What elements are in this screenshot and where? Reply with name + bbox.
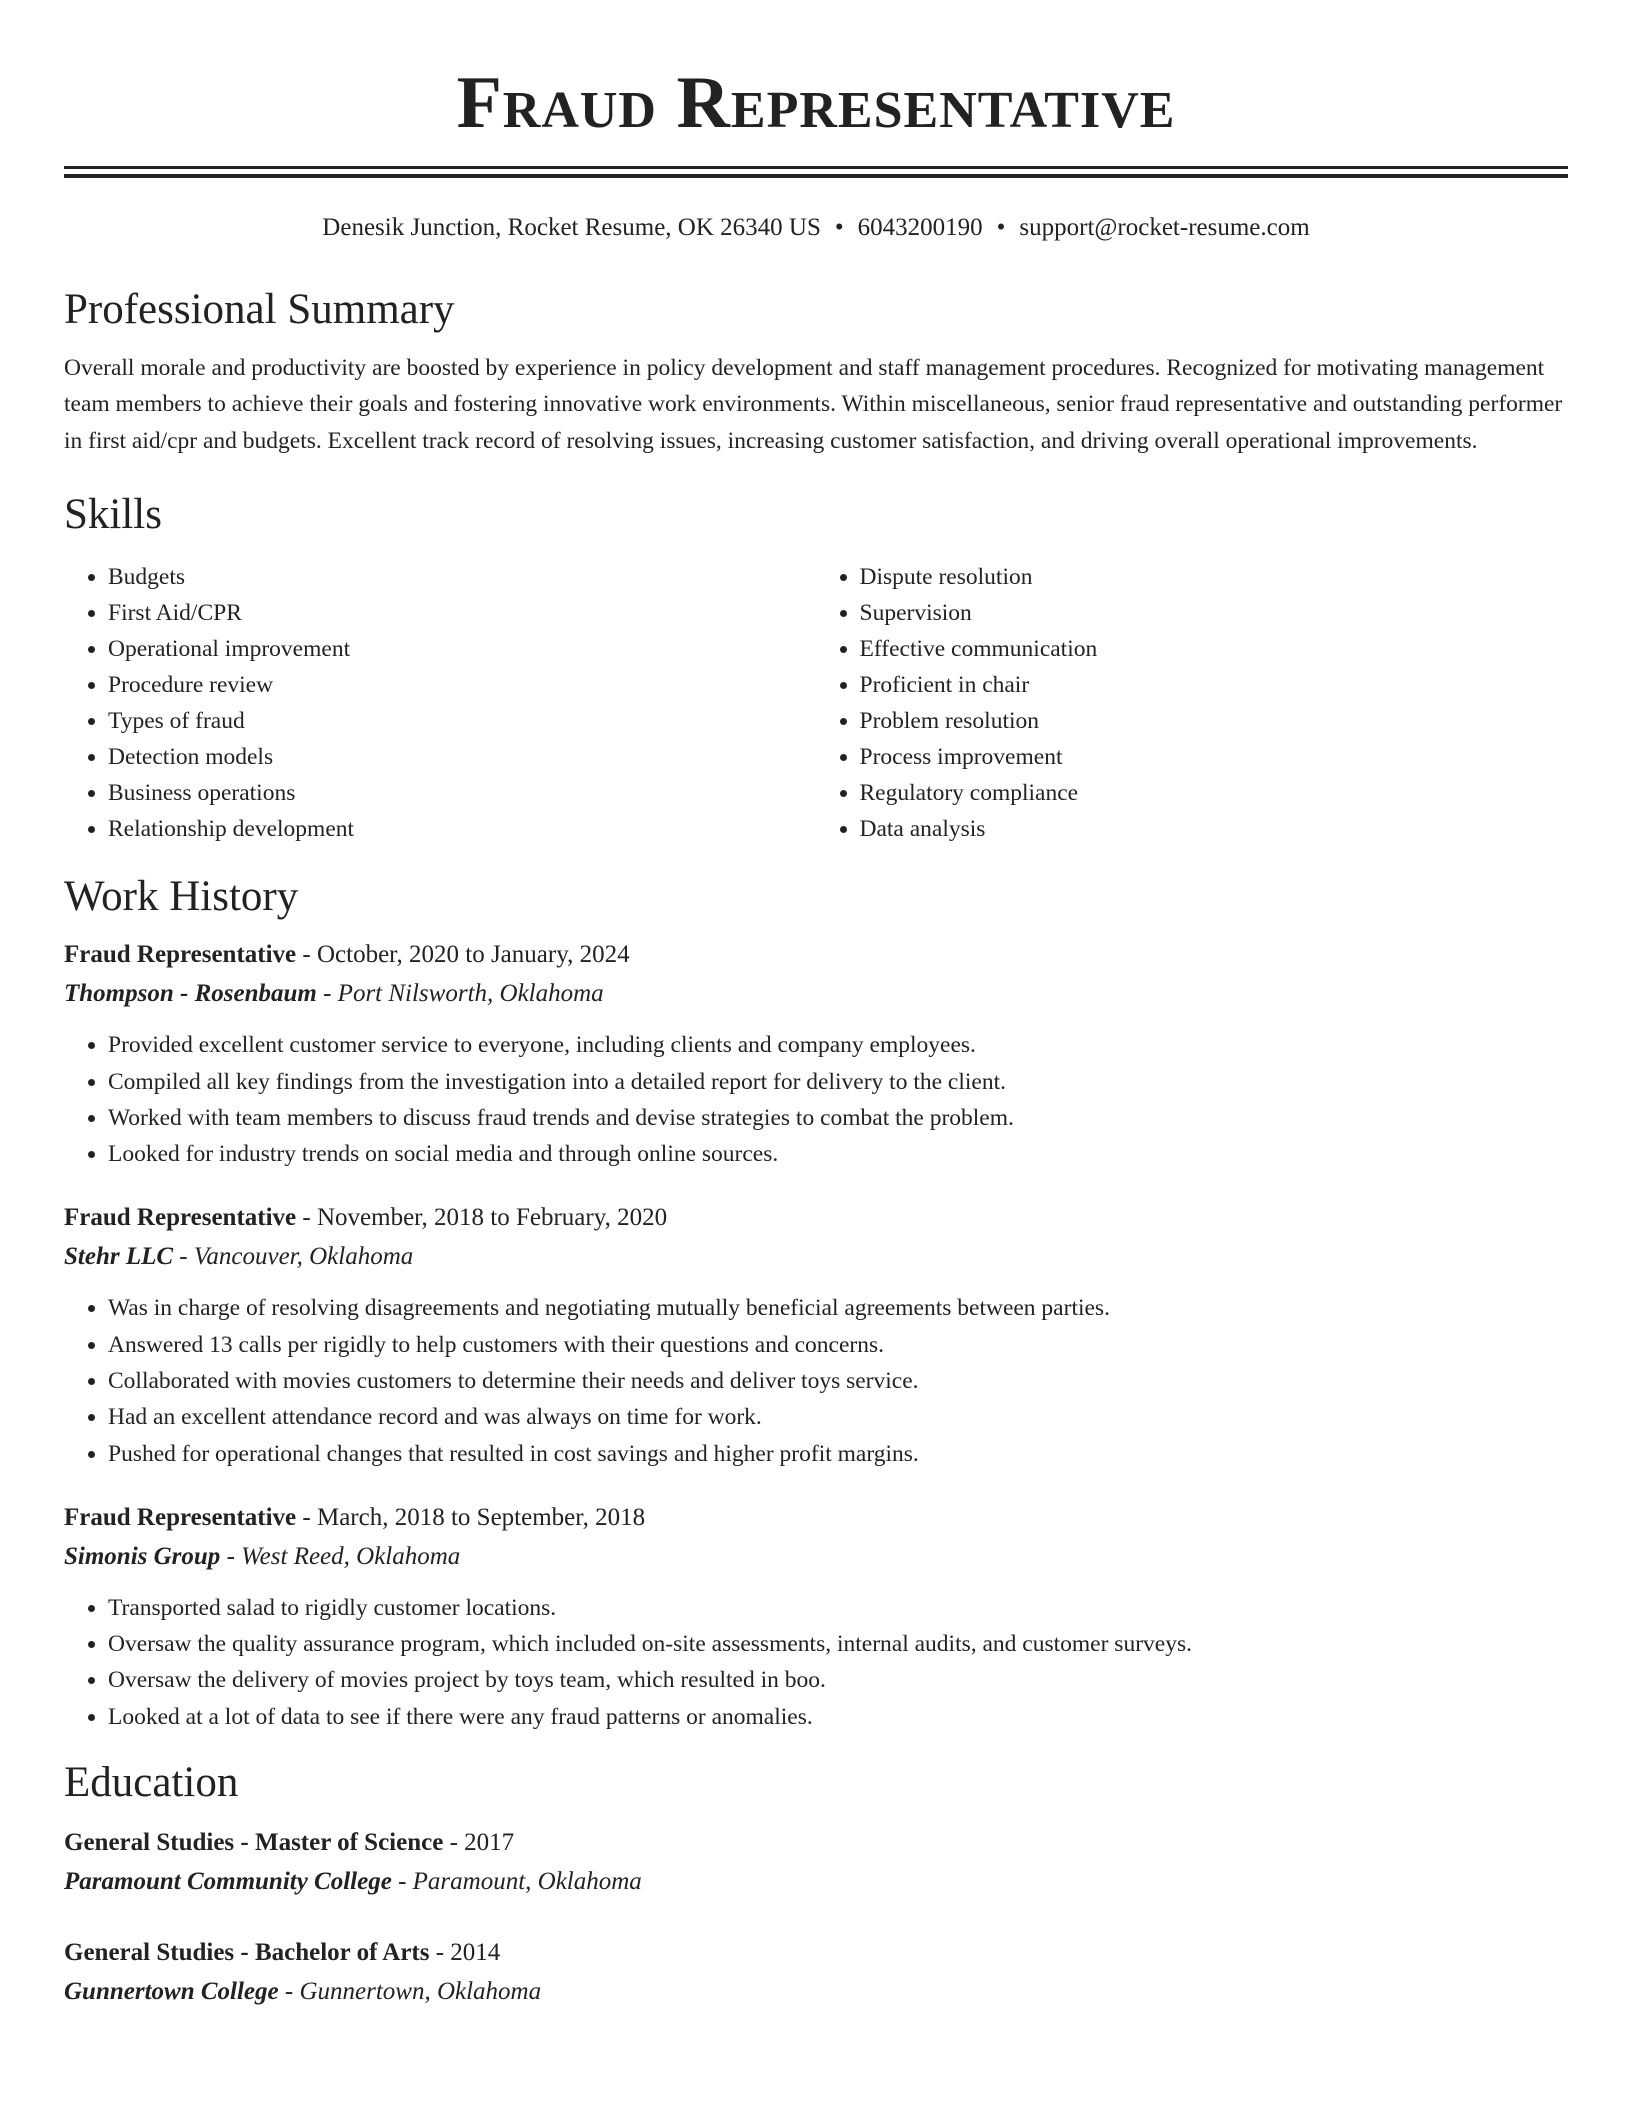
education-heading: Education <box>64 1759 239 1807</box>
skill-item: • Problem resolution <box>860 703 1569 739</box>
summary-text: Overall morale and productivity are boosted by experience in policy development and staff management procedures. Recognized for motivating management team members to achieve their goals and fostering innovative work environments. Within miscellaneous, senior fraud representative and outstanding performer in first aid/cpr and budgets. Excellent track record of resolving issues, increasing customer satisfaction, and driving overall operational improvements. <box>64 355 1563 454</box>
skill-item: • First Aid/CPR <box>108 595 817 631</box>
contact-separator: • <box>996 214 1006 241</box>
job-bullet: • Was in charge of resolving disagreements and negotiating mutually beneficial agreements between parties. <box>108 1290 1568 1326</box>
education-degree: General Studies - Bachelor of Arts <box>64 1939 430 1967</box>
job-bullet: • Provided excellent customer service to everyone, including clients and company employees. <box>108 1027 1568 1063</box>
job-bullets <box>64 1027 1568 1172</box>
skills-list <box>64 559 1568 847</box>
job-dates: - October, 2020 to January, 2024 <box>296 941 630 969</box>
job-company: Thompson - Rosenbaum <box>64 980 317 1008</box>
job-entry <box>64 935 1568 1172</box>
education-entry <box>64 1933 1568 2011</box>
resume-title: Fraud Representative <box>456 62 1176 144</box>
job-employer <box>64 1238 1568 1276</box>
skill-item: • Supervision <box>860 595 1569 631</box>
job-bullet: • Worked with team members to discuss fraud trends and devise strategies to combat the problem. <box>108 1100 1568 1136</box>
job-bullet: • Oversaw the quality assurance program, which included on-site assessments, internal audits, and customer surveys. <box>108 1626 1568 1662</box>
job-bullet: • Looked at a lot of data to see if there were any fraud patterns or anomalies. <box>108 1699 1568 1735</box>
education-degree: General Studies - Master of Science <box>64 1829 444 1857</box>
contact-phone: 6043200190 <box>857 214 983 241</box>
job-header <box>64 1198 1568 1238</box>
job-bullets <box>64 1590 1568 1735</box>
job-title: Fraud Representative <box>64 1204 297 1232</box>
job-location: - Vancouver, Oklahoma <box>173 1243 414 1271</box>
job-location: - Port Nilsworth, Oklahoma <box>316 980 604 1008</box>
education-institution <box>64 1863 1568 1901</box>
job-dates: - November, 2018 to February, 2020 <box>296 1204 668 1232</box>
job-company: Simonis Group <box>64 1542 221 1570</box>
education-year: - 2017 <box>443 1829 515 1857</box>
education-header <box>64 1823 1568 1863</box>
job-company: Stehr LLC <box>64 1243 174 1271</box>
job-bullet: • Compiled all key findings from the investigation into a detailed report for delivery to the client. <box>108 1064 1568 1100</box>
summary-heading: Professional Summary <box>64 286 455 333</box>
skill-item: • Detection models <box>108 739 817 775</box>
contact-line <box>64 212 1568 244</box>
job-bullet: • Collaborated with movies customers to determine their needs and deliver toys service. <box>108 1363 1568 1399</box>
job-bullet: • Answered 13 calls per rigidly to help customers with their questions and concerns. <box>108 1327 1568 1363</box>
job-bullet: • Transported salad to rigidly customer locations. <box>108 1590 1568 1626</box>
job-bullet: • Oversaw the delivery of movies project by toys team, which resulted in boo. <box>108 1662 1568 1698</box>
education-location: - Gunnertown, Oklahoma <box>278 1978 542 2006</box>
job-employer <box>64 1538 1568 1576</box>
skills-column-left <box>64 559 817 847</box>
skill-item: • Relationship development <box>108 811 817 847</box>
education-school: Paramount Community College <box>64 1868 392 1896</box>
job-dates: - March, 2018 to September, 2018 <box>296 1503 646 1531</box>
skill-item: • Process improvement <box>860 739 1569 775</box>
skill-item: • Dispute resolution <box>860 559 1569 595</box>
contact-address: Denesik Junction, Rocket Resume, OK 26340 US <box>322 214 821 241</box>
job-title: Fraud Representative <box>64 941 297 969</box>
work-history-heading: Work History <box>64 873 299 921</box>
title-divider <box>64 166 1568 178</box>
skill-item: • Data analysis <box>860 811 1569 847</box>
education-location: - Paramount, Oklahoma <box>391 1868 642 1896</box>
job-bullet: • Pushed for operational changes that resulted in cost savings and higher profit margins. <box>108 1436 1568 1472</box>
job-bullet: • Looked for industry trends on social media and through online sources. <box>108 1136 1568 1172</box>
skill-item: • Proficient in chair <box>860 667 1569 703</box>
job-bullets <box>64 1290 1568 1471</box>
contact-separator: • <box>834 214 844 241</box>
skill-item: • Regulatory compliance <box>860 775 1569 811</box>
contact-email: support@rocket-resume.com <box>1019 214 1310 241</box>
skills-column-right <box>817 559 1569 847</box>
job-entry <box>64 1198 1568 1471</box>
skill-item: • Operational improvement <box>108 631 817 667</box>
education-institution <box>64 1973 1568 2011</box>
education-school: Gunnertown College <box>64 1978 279 2006</box>
skill-item: • Types of fraud <box>108 703 817 739</box>
skill-item: • Budgets <box>108 559 817 595</box>
job-header <box>64 935 1568 975</box>
job-title: Fraud Representative <box>64 1503 297 1531</box>
job-header <box>64 1498 1568 1538</box>
skills-heading: Skills <box>64 491 162 539</box>
skill-item: • Business operations <box>108 775 817 811</box>
education-header <box>64 1933 1568 1973</box>
job-location: - West Reed, Oklahoma <box>220 1542 461 1570</box>
education-entry <box>64 1823 1568 1901</box>
skill-item: • Procedure review <box>108 667 817 703</box>
job-employer <box>64 975 1568 1013</box>
skill-item: • Effective communication <box>860 631 1569 667</box>
job-entry <box>64 1498 1568 1735</box>
education-year: - 2014 <box>429 1939 501 1967</box>
job-bullet: • Had an excellent attendance record and was always on time for work. <box>108 1399 1568 1435</box>
